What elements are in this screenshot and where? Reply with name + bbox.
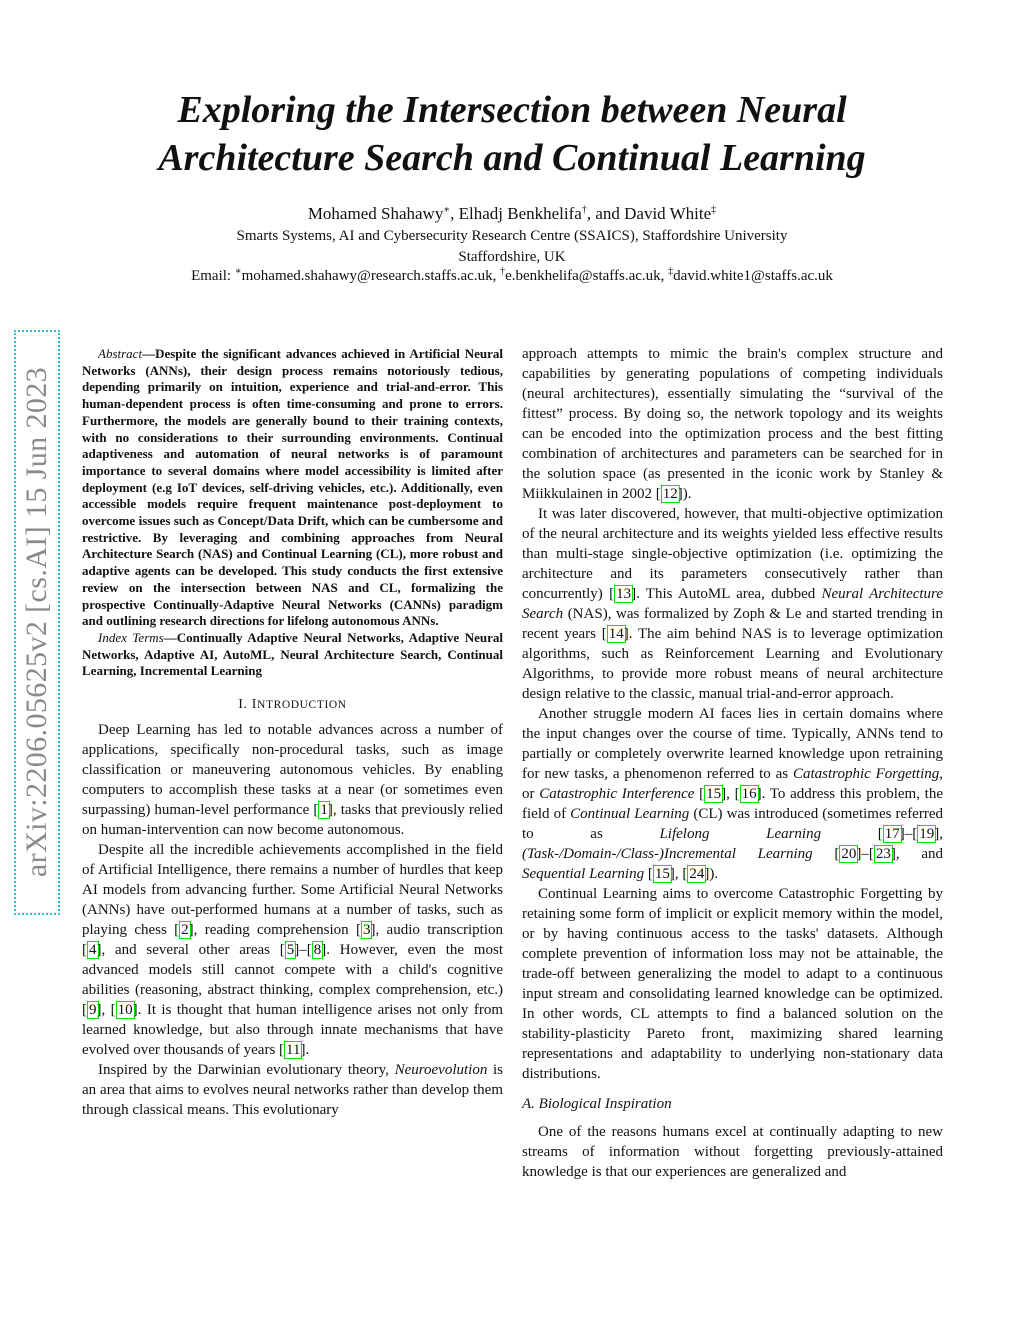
arxiv-stamp[interactable] [14,330,64,915]
citation-link[interactable]: 24 [689,866,705,882]
email-1[interactable]: mohamed.shahawy@research.staffs.ac.uk, [241,268,497,284]
affiliation-line-2: Staffordshire, UK [458,249,566,265]
citation-link[interactable]: 11 [286,1042,301,1059]
citation-link[interactable]: 15 [706,786,722,802]
author-2: Elhadj Benkhelifa [458,204,582,223]
author-3: and David White [595,204,712,223]
citation-link[interactable]: 19 [919,826,935,842]
citation-link[interactable]: 20 [841,846,857,862]
index-terms [82,630,503,680]
email-line: Email: ∗mohamed.shahawy@research.staffs.ac.uk, †e.benkhelifa@staffs.ac.uk, ‡david.white1@staffs.ac.uk [191,266,833,284]
citation-link[interactable]: 5 [286,942,295,959]
citation-link[interactable]: 12 [662,486,678,502]
citation-link[interactable]: 9 [89,1002,97,1019]
intro-paragraph-6: Continual Learning aims to overcome Catastrophic Forgetting by retaining some form of implicit or explicit memory within the model, or by having continuous access to the tasks' datasets. Although complete prevention of information loss may not be attainable, the trade-off between generalizing the model to adapt to a continuous input stream and consolidating learned knowledge can be optimized. In other words, CL attempts to find a balanced solution on the stability-plasticity Pareto front, maximizing shared learning representations and adaptability to underlying non-stationary data distributions. [522,886,943,1082]
abstract-label: Abstract [98,346,143,361]
abstract-text: —Despite the significant advances achieved in Artificial Neural Networks (ANNs), their design process remains notoriously tedious, depending primarily on intuition, experience and trial-and-error. This human-dependent process is often time-consuming and prone to errors. Furthermore, the models are generally bound to their training contexts, with no considerations to their surrounding environments. Continual adaptiveness and automation of neural networks is of paramount importance to several domains where model accessibility is limited after deployment (e.g IoT devices, self-driving vehicles, etc.). Additionally, even accessible models require frequent maintenance post-deployment to overcome issues such as Concept/Data Drift, which can be cumbersome and restrictive. By leveraging and combining approaches from Neural Architecture Search (NAS) and Continual Learning (CL), more robust and adaptive agents can be developed. This study conducts the first extensive review on the intersection between NAS and CL, formalizing the prospective Continually-Adaptive Neural Networks (CANNs) paradigm and outlining research directions for lifelong autonomous ANNs. [82,346,503,629]
left-column [82,346,503,1120]
citation-link[interactable]: 2 [181,922,189,939]
author-list: Mohamed Shahawy∗, Elhadj Benkhelifa†, and David White‡ [307,204,717,223]
citation-link[interactable]: 10 [117,1002,133,1019]
citation-link[interactable]: 8 [313,942,322,959]
abstract [82,346,503,630]
section-heading-introduction: I. INTRODUCTION [238,697,347,713]
intro-paragraph-1: Deep Learning has led to notable advances across a number of applications, specifically non-procedural tasks, such as image classification or maneuvering autonomous vehicles. By enabling computers to accomplish these tasks at a near (or sometimes even surpassing) human-level performance [ 1], tasks that previously relied on human-intervention can now become autonomous. [82,722,503,839]
email-label: Email: [191,268,232,284]
citation-link[interactable]: 4 [89,942,97,959]
citation-link[interactable]: 16 [741,786,757,802]
email-3[interactable]: david.white1@staffs.ac.uk [673,268,833,284]
title-line-2: Architecture Search and Continual Learning [158,137,866,179]
citation-link[interactable]: 1 [320,802,328,819]
citation-link[interactable]: 14 [608,626,624,642]
intro-paragraph-4: It was later discovered, however, that multi-objective optimization of the neural architecture and its weights yielded less effective results than multi-stage single-objective optimization (i.e. optimizing the architecture and its parameters consecutively rather than concurrently) [ 13]. This AutoML area, dubbed Neural Architecture Search (NAS), was formalized by Zoph & Le and started trending in recent years [ 14]. The aim behind NAS is to leverage optimization algorithms, such as Reinforcement Learning and Evolutionary Algorithms, to provide more robust means of neural architecture design relative to the classic, manual trial-and-error approach. [522,506,943,702]
email-2[interactable]: e.benkhelifa@staffs.ac.uk, [505,268,665,284]
citation-link[interactable]: 23 [875,846,891,862]
arxiv-stamp-text: arXiv:2206.05625v2 [cs.AI] 15 Jun 2023 [20,366,53,878]
intro-paragraph-3-continued: approach attempts to mimic the brain's complex structure and capabilities by generating populations of competing individuals (neural architectures), essentially simulating the “survival of the fittest” process. By doing so, the network topology and its weights can be encoded into the optimization process and the best fitting combination of architectures and parameters can be searched for in the solution space (as presented in the iconic work by Stanley & Miikkulainen in 2002 [ 12]). [522,346,943,502]
citation-link[interactable]: 17 [884,826,900,842]
intro-paragraph-2: Despite all the incredible achievements accomplished in the field of Artificial Intelligence, there remains a number of hurdles that keep AI models from advancing further. Some Artificial Neural Networks (ANNs) have out-performed humans at a number of tasks, such as playing chess [ 2], reading comprehension [ 3], audio transcription [ 4], and several other areas [ 5]–[ 8]. However, even the most advanced models still cannot compete with a child's cognitive abilities (reasoning, abstract thinking, complex comprehension, etc.) [ 9], [ 10]. It is thought that human intelligence arises not only from learned knowledge, but also through innate mechanisms that have evolved over thousands of years [ 11]. [82,842,504,1059]
affiliation [60,226,964,268]
intro-paragraph-5: Another struggle modern AI faces lies in certain domains where the input changes over the course of time. Typically, ANNs tend to partially or completely overwrite learned knowledge upon retraining for new tasks, a phenomenon referred to as Catastrophic Forgetting, or Catastrophic Interference [ 15], [ 16]. To address this problem, the field of Continual Learning (CL) was introduced (sometimes referred to as Lifelong Learning [ 17]–[ 19], (Task-/Domain-/Class-)Incremental Learning [ 20]–[ 23], and Sequential Learning [ 15], [ 24]). [522,706,943,882]
author-1: Mohamed Shahawy [307,204,444,223]
affiliation-line-1: Smarts Systems, AI and Cybersecurity Research Centre (SSAICS), Staffordshire University [236,228,788,244]
index-terms-text: —Continually Adaptive Neural Networks, Adaptive Neural Networks, Adaptive AI, AutoML, Neural Architecture Search, Continual Learning, Incremental Learning [82,629,503,679]
citation-link[interactable]: 3 [362,922,371,939]
biological-paragraph-1: One of the reasons humans excel at continually adapting to new streams of information without forgetting previously-attained knowledge is that our experiences are generalized and [522,1124,943,1180]
title-line-1: Exploring the Intersection between Neural [177,89,847,131]
subsection-heading-biological-inspiration: A. Biological Inspiration [522,1096,672,1112]
intro-paragraph-3: Inspired by the Darwinian evolutionary theory, Neuroevolution is an area that aims to evolves neural networks rather than develop them through classical means. This evolutionary [82,1062,503,1119]
index-terms-label: Index Terms [98,629,164,645]
citation-link[interactable]: 13 [616,586,632,602]
paper-title [60,86,964,182]
right-column [522,344,943,1182]
citation-link[interactable]: 15 [654,866,670,882]
